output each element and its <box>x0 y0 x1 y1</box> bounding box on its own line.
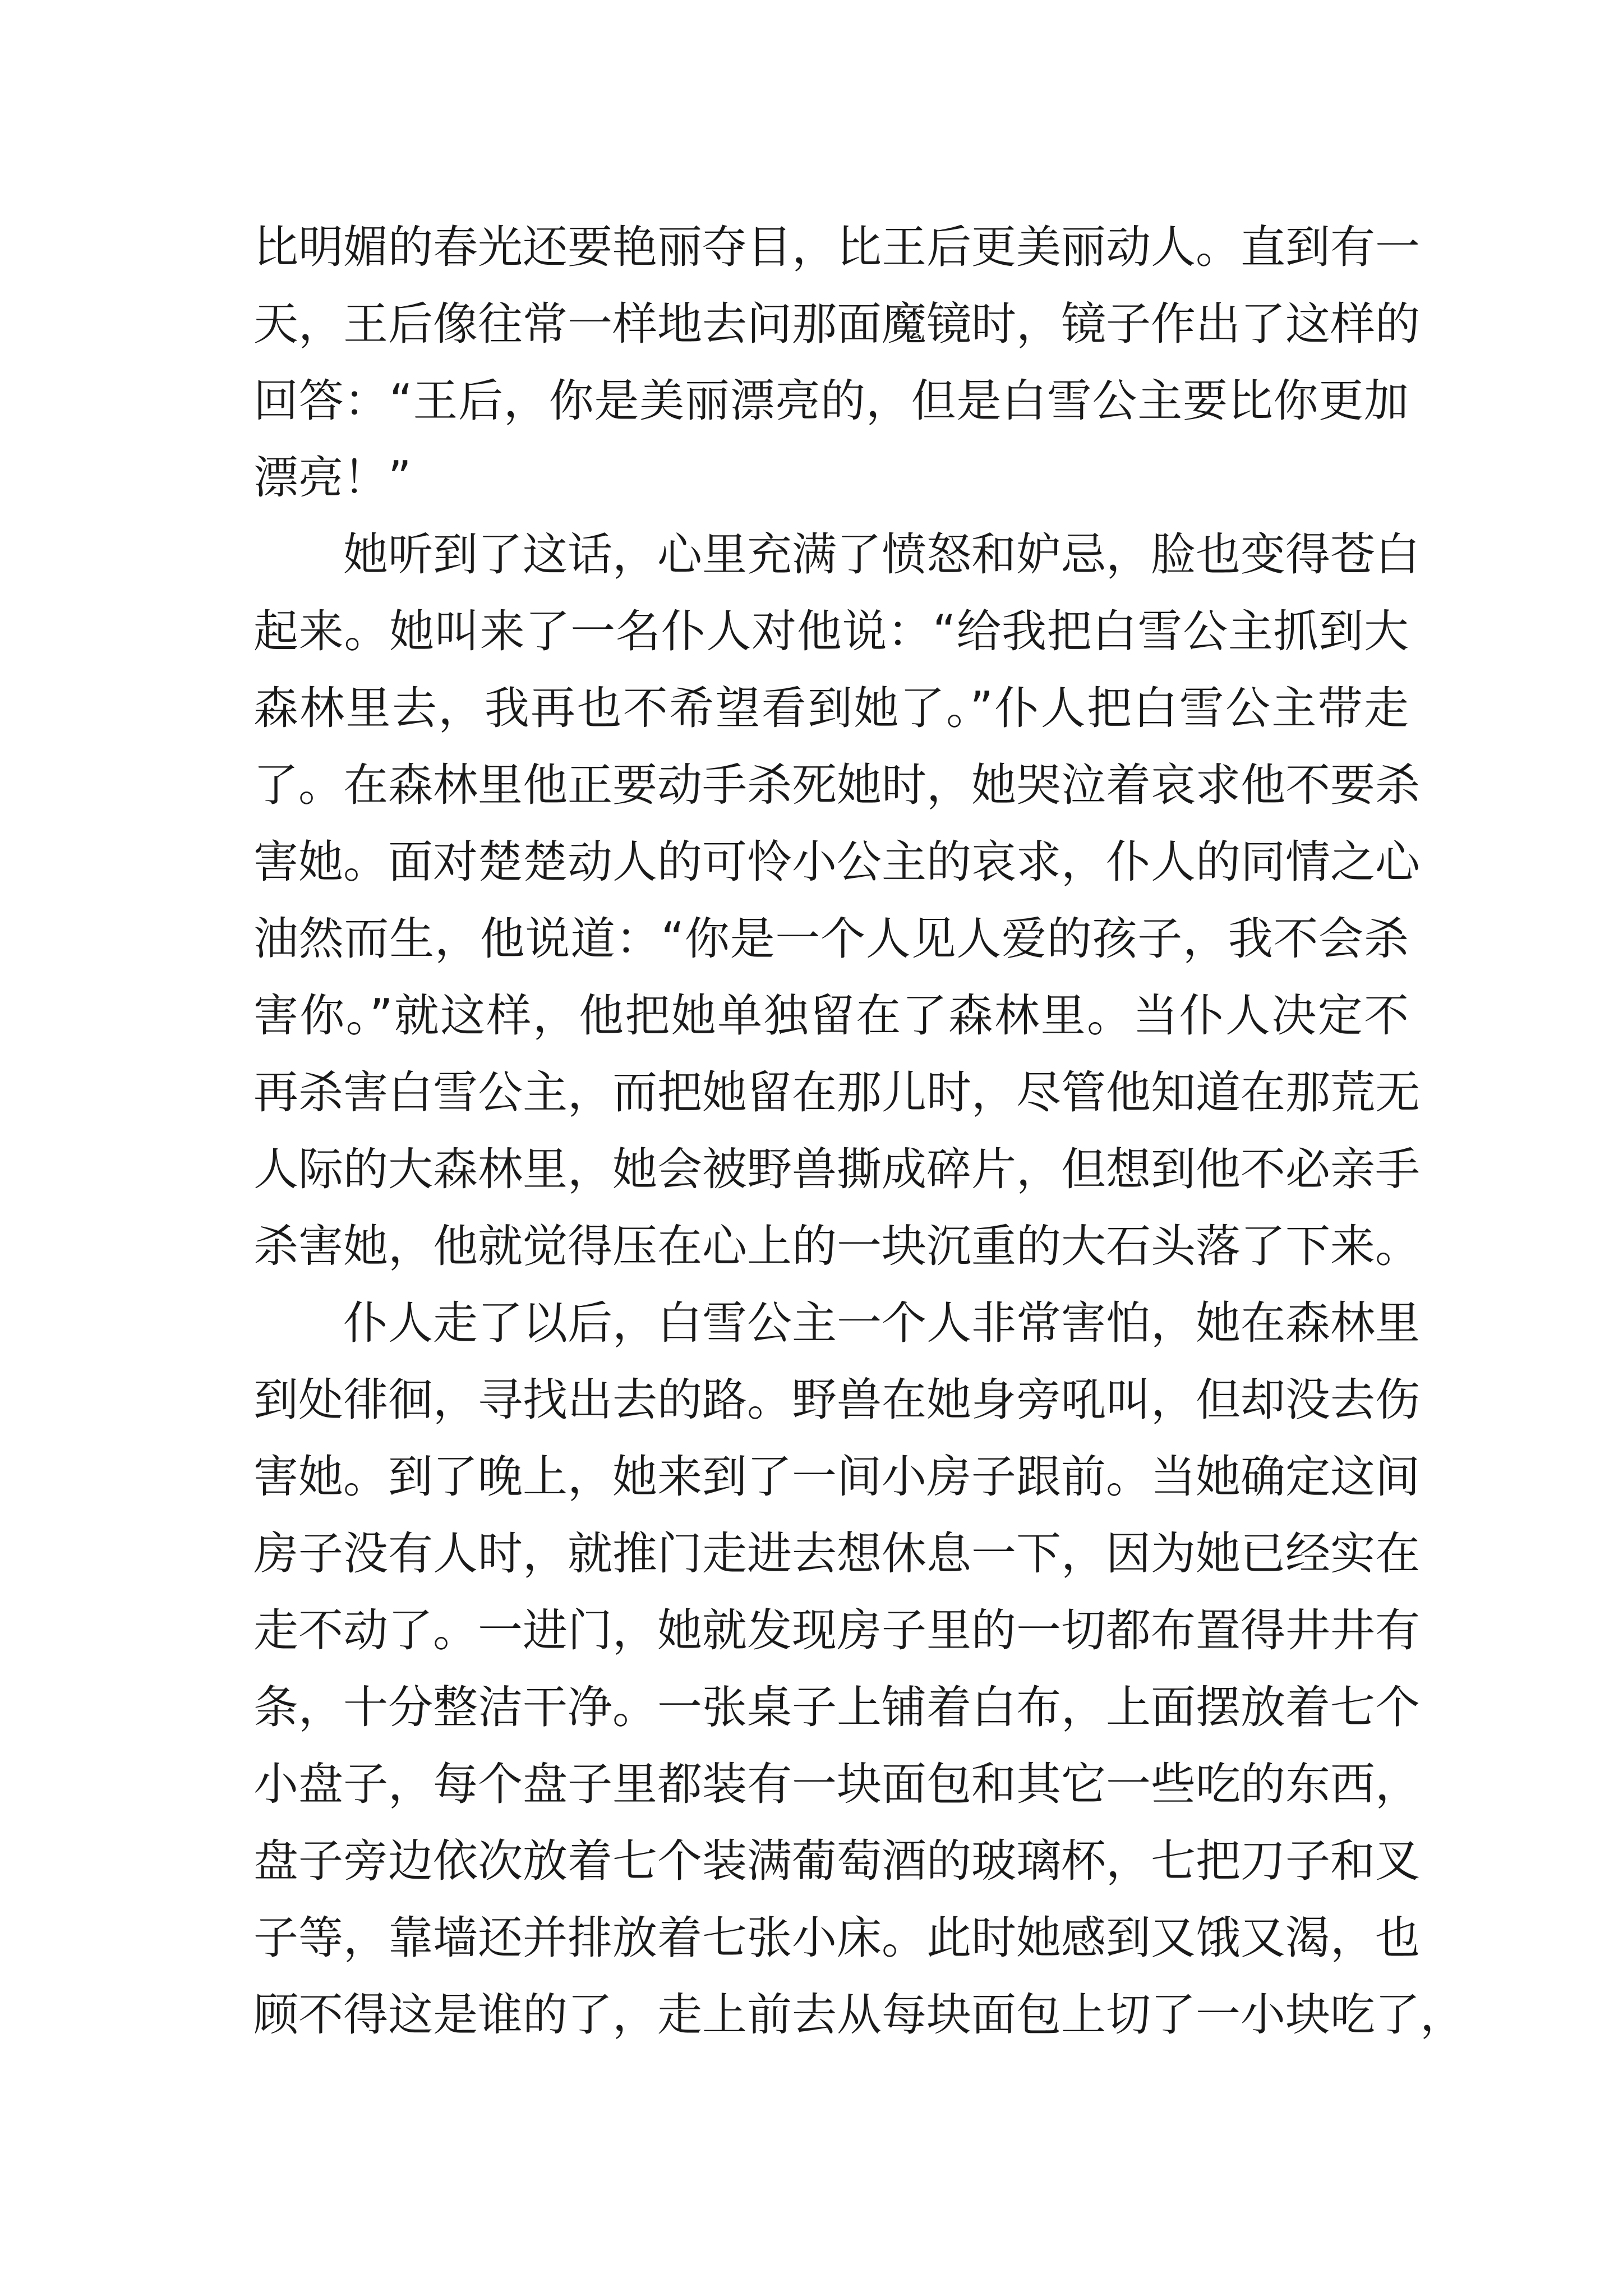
text-line: 到处徘徊，寻找出去的路。野兽在她身旁吼叫，但却没去伤 <box>253 1374 1420 1426</box>
paragraph-2 <box>253 516 1420 1285</box>
body-text <box>253 209 1465 2053</box>
text-line: 害你。”就这样，他把她单独留在了森林里。当仆人决定不 <box>253 990 1409 1042</box>
text-line: 天，王后像往常一样地去问那面魔镜时，镜子作出了这样的 <box>253 298 1420 350</box>
text-line: 害她。到了晚上，她来到了一间小房子跟前。当她确定这间 <box>253 1451 1420 1503</box>
text-line: 起来。她叫来了一名仆人对他说：“给我把白雪公主抓到大 <box>253 605 1409 657</box>
text-line: 条，十分整洁干净。一张桌子上铺着白布，上面摆放着七个 <box>253 1681 1420 1733</box>
text-line: 盘子旁边依次放着七个装满葡萄酒的玻璃杯，七把刀子和叉 <box>253 1835 1420 1887</box>
text-line: 再杀害白雪公主，而把她留在那儿时，尽管他知道在那荒无 <box>253 1066 1420 1119</box>
text-line: 顾不得这是谁的了，走上前去从每块面包上切了一小块吃了， <box>253 1989 1465 2041</box>
text-line: 杀害她，他就觉得压在心上的一块沉重的大石头落了下来。 <box>253 1220 1420 1272</box>
text-line: 油然而生，他说道：“你是一个人见人爱的孩子，我不会杀 <box>253 913 1409 965</box>
text-line: 房子没有人时，就推门走进去想休息一下，因为她已经实在 <box>253 1527 1420 1580</box>
text-line: 子等，靠墙还并排放着七张小床。此时她感到又饿又渴，也 <box>253 1912 1420 1964</box>
text-line: 仆人走了以后，白雪公主一个人非常害怕，她在森林里 <box>343 1297 1420 1349</box>
text-line: 害她。面对楚楚动人的可怜小公主的哀求，仆人的同情之心 <box>253 836 1420 888</box>
text-line: 回答：“王后，你是美丽漂亮的，但是白雪公主要比你更加 <box>253 375 1409 427</box>
text-line: 走不动了。一进门，她就发现房子里的一切都布置得井井有 <box>253 1604 1420 1657</box>
text-line: 小盘子，每个盘子里都装有一块面包和其它一些吃的东西， <box>253 1758 1420 1810</box>
text-line: 了。在森林里他正要动手杀死她时，她哭泣着哀求他不要杀 <box>253 759 1420 811</box>
text-line: 比明媚的春光还要艳丽夺目，比王后更美丽动人。直到有一 <box>253 221 1420 273</box>
text-line: 漂亮！” <box>253 452 412 504</box>
paragraph-3 <box>253 1285 1465 2053</box>
text-line: 森林里去，我再也不希望看到她了。”仆人把白雪公主带走 <box>253 682 1409 734</box>
text-line: 人际的大森林里，她会被野兽撕成碎片，但想到他不必亲手 <box>253 1143 1420 1195</box>
text-line: 她听到了这话，心里充满了愤怒和妒忌，脸也变得苍白 <box>343 528 1420 581</box>
paragraph-1 <box>253 209 1420 516</box>
